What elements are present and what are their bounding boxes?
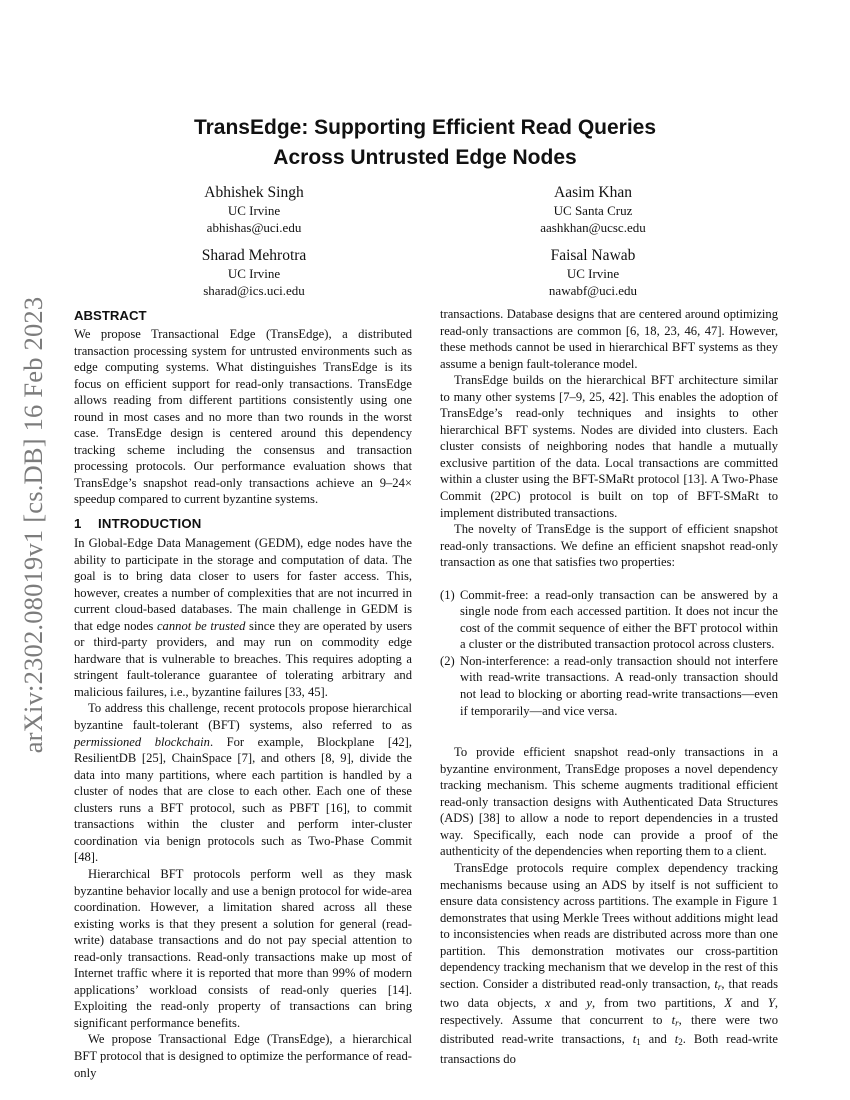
author-email: aashkhan@ucsc.edu [540,219,646,235]
author-block [473,182,713,236]
paragraph: To address this challenge, recent protocols propose hierarchical byzantine fault-tolerant (BFT) systems, also referred to as permissioned blockchain. For example, Blockplane [42], ResilientDB [25], ChainSpace [7], and others [8, 9], divide the data into many partitions, where each partition is handled by a cluster of nodes that are close to each other. Each one of these clusters runs a BFT protocol, such as PBFT [16], to commit transactions within the cluster and perform inter-cluster coordination via benign protocols such as Two-Phase Commit [48]. [74,701,413,865]
title-line-2: Across Untrusted Edge Nodes [273,146,577,169]
paper-title [100,113,750,173]
author-name: Aasim Khan [554,184,632,201]
author-email: abhishas@uci.edu [206,219,302,235]
right-column [440,306,778,1068]
author-name: Sharad Mehrotra [201,247,307,264]
list-item [440,587,778,653]
list-marker: (2) [440,653,455,668]
paragraph: transactions. Database designs that are centered around optimizing read-only transactions are common [6, 18, 23, 46, 47]. However, these methods cannot be used in hierarchical BFT systems as they assume a benign fault-tolerance model. [440,307,778,371]
paragraph: The novelty of TransEdge is the support of efficient snapshot read-only transactions. We define an efficient snapshot read-only transaction as one that satisfies two properties: [440,522,778,570]
paragraph: TransEdge builds on the hierarchical BFT architecture similar to many other systems [7–9, 25, 42]. This enables the adoption of TransEdge’s read-only techniques and insights to other hierarchical BFT systems. Nodes are divided into clusters. Each cluster consists of neighboring nodes that handle a mutually exclusive partition of the data. Local transactions are committed within a cluster using the BFT-SMaRt protocol [13]. A Two-Phase Commit (2PC) protocol is built on top of BFT-SMaRt to implement distributed transactions. [440,373,778,520]
paragraph: TransEdge protocols require complex dependency tracking mechanisms because using an ADS by itself is not sufficient to ensure data consistency across partitions. The example in Figure 1 demonstrates that using Merkle Trees without additions might lead to inconsistencies when reads are distributed across more than one partition. This demonstration motivates our cross-partition dependency tracking mechanism that we develop in the rest of this section. Consider a distributed read-only transaction, $t_r$, that reads two data objects, x and y, from two partitions, X and Y, respectively. Assume that concurrent to $t_r$, there were two distributed read-write transactions, $t_1$ and $t_2$. Both read-write transactions do [440,860,779,1066]
author-affiliation: UC Irvine [566,266,620,281]
author-affiliation: UC Irvine [227,266,281,281]
paragraph: Hierarchical BFT protocols perform well as they mask byzantine behavior locally and use a benign protocol for wide-area coordination. However, a limitation shared across all these existing works is that they present a solution for general (read-write) database transactions and do not pay special attention to read-only transactions. Read-only transactions make up most of Internet traffic where it is reported that more than 99% of modern applications’ workload consists of read-only queries [14]. Exploiting the read-only property of transactions can bring significant performance benefits. [74,866,412,1030]
list-text: Non-interference: a read-only transaction should not interfere with read-write transactions. A read-only transaction should not lead to blocking or aborting read-write transactions—even if temporarily—and vice versa. [460,653,778,718]
author-block [134,245,374,299]
paragraph: We propose Transactional Edge (TransEdge), a hierarchical BFT protocol that is designed to optimize the performance of read-only [74,1032,412,1080]
abstract-heading: ABSTRACT [74,308,147,323]
title-line-1: TransEdge: Supporting Efficient Read Queries [193,116,657,139]
author-affiliation: UC Santa Cruz [553,203,633,218]
author-name: Abhishek Singh [204,184,304,201]
list-item [440,653,778,719]
emphasis: cannot be trusted [156,618,246,633]
section-title: INTRODUCTION [98,516,202,532]
left-column [74,306,412,1081]
author-block [473,245,713,299]
section-heading [74,514,412,534]
abstract-text: We propose Transactional Edge (TransEdge), a distributed transaction processing system for untrusted environments such as edge computing systems. What distinguishes TransEdge is its focus on efficient support for read-only transactions. TransEdge allows reading from different partitions consistently using one round in most cases and no more than two rounds in the worst case. TransEdge design is centered around this dependency tracking scheme including the consensus and transaction processing protocols. Our performance evaluation shows that TransEdge’s snapshot read-only transactions achieve an 9–24× speedup compared to current byzantine systems. [74,327,412,507]
author-block [134,182,374,236]
author-name: Faisal Nawab [550,247,636,264]
list-marker: (1) [440,587,455,602]
arxiv-identifier: arXiv:2302.08019v1 [cs.DB] 16 Feb 2023 [18,296,48,754]
author-email: nawabf@uci.edu [548,282,638,298]
list-text: Commit-free: a read-only transaction can be answered by a single node from each accessed partition. It does not incur the cost of the commit sequence of either the BFT protocol within a cluster or the distributed transaction protocol across clusters. [460,587,778,652]
paragraph: To provide efficient snapshot read-only transactions in a byzantine environment, TransEdge proposes a novel dependency tracking mechanism. This scheme augments traditional efficient read-only transaction designs with Authenticated Data Structures (ADS) [38] to allow a node to report dependencies in a trusted way. Specifically, each node can provide a proof of the authenticity of the dependencies when reporting them to a client. [440,745,778,859]
section-number: 1 [74,516,82,532]
paragraph: In Global-Edge Data Management (GEDM), edge nodes have the ability to participate in the storage and computation of data. The goal is to bring data closer to users for faster access. This, however, creates a number of complexities that are not incurred in current cloud-based databases. The main challenge in GEDM is that edge nodes cannot be trusted since they are operated by users or third-party providers, and may run on commodity edge hardware that is vulnerable to breaches. This requires adopting a stringent fault-tolerance guarantee of tolerating arbitrary and malicious failures, i.e., byzantine failures [33, 45]. [74,536,413,699]
author-email: sharad@ics.uci.edu [203,282,305,298]
emphasis: permissioned blockchain [74,734,210,749]
author-affiliation: UC Irvine [227,203,281,218]
